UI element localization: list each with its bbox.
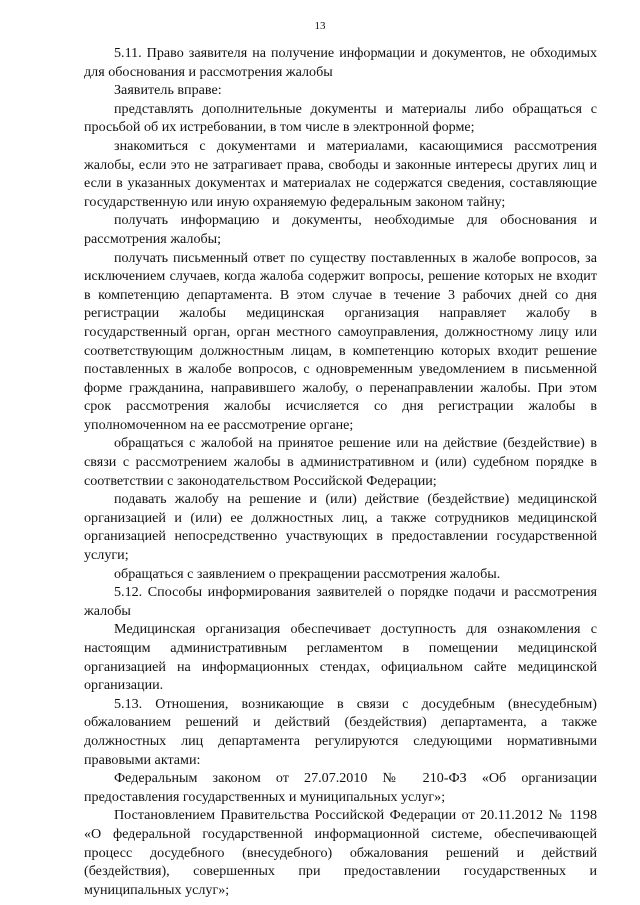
right-submit-documents: представлять дополнительные документы и материалы либо обращаться с просьбой об их истребовании, в том числе в электронной форме; bbox=[84, 100, 597, 136]
section-5-12-heading: 5.12. Способы информирования заявителей о порядке подачи и рассмотрения жалобы bbox=[84, 584, 597, 619]
applicant-rights-intro: Заявитель вправе: bbox=[114, 82, 222, 99]
document-body bbox=[84, 44, 597, 899]
right-view-materials: знакомиться с документами и материалами, касающимися рассмотрения жалобы, если это не затрагивает права, свободы и законные интересы других лиц и если в указанных документах и материалах не содержатся сведения, составляющие государственную или иную охраняемую федеральным законом тайну; bbox=[84, 137, 597, 210]
right-terminate-review: обращаться с заявлением о прекращении рассмотрения жалобы. bbox=[114, 565, 501, 582]
right-appeal-decision: обращаться с жалобой на принятое решение или на действие (бездействие) в связи с рассмотрением жалобы в административном и (или) судебном порядке в соответствии с законодательством Российской Федерации; bbox=[84, 435, 597, 489]
right-file-complaint: подавать жалобу на решение и (или) действие (бездействие) медицинской организацией и (или) ее должностных лиц, а также сотрудников медицинской организацией непосредственно участвующих в предоставлении государственной услуги; bbox=[84, 491, 597, 564]
section-5-11-heading: 5.11. Право заявителя на получение информации и документов, не обходимых для обоснования и рассмотрения жалобы bbox=[84, 45, 597, 80]
government-decree-reference: Постановлением Правительства Российской Федерации от 20.11.2012 № 1198 «О федеральной государственной информационной системе, обеспечивающей процесс досудебного (внесудебного) обжалования решений и действий (бездействия), совершенных при предоставлении государственных и муниципальных услуг»; bbox=[84, 807, 597, 898]
section-5-12-text: Медицинская организация обеспечивает доступность для ознакомления с настоящим административным регламентом в помещении медицинской организацией на информационных стендах, официальном сайте медицинской организации. bbox=[84, 621, 597, 694]
right-receive-information: получать информацию и документы, необходимые для обоснования и рассмотрения жалобы; bbox=[84, 212, 597, 247]
page-number: 13 bbox=[314, 20, 326, 32]
section-5-13-heading: 5.13. Отношения, возникающие в связи с досудебным (внесудебным) обжалованием решений и действий (бездействия) департамента, а также должностных лиц департамента регулируются следующими нормативными правовыми актами: bbox=[84, 695, 597, 768]
federal-law-reference: Федеральным законом от 27.07.2010 № 210-ФЗ «Об организации предоставления государственных и муниципальных услуг»; bbox=[84, 770, 597, 805]
right-written-response: получать письменный ответ по существу поставленных в жалобе вопросов, за исключением случаев, когда жалоба содержит вопросы, решение которых не входит в компетенцию департамента. В этом случае в течение 3 рабочих дней со дня регистрации жалобы медицинская организация направляет жалобу в государственный орган, орган местного самоуправления, должностному лицу или соответствующим должностным лицам, в компетенцию которых входит решение поставленных в жалобе вопросов, с одновременным уведомлением в письменной форме гражданина, направившего жалобу, о перенаправлении жалобы. При этом срок рассмотрения жалобы исчисляется со дня регистрации жалобы в уполномоченном на ее рассмотрение органе; bbox=[84, 249, 597, 433]
